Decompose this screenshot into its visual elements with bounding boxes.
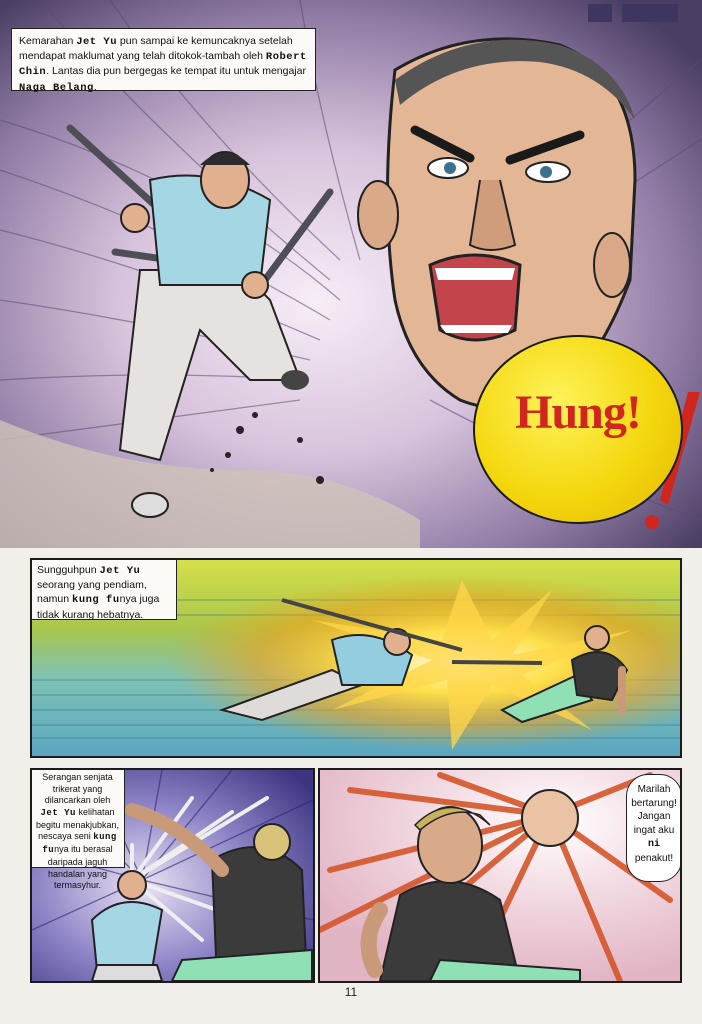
panel-3-caption: Serangan senjata trikerat yang dilancarkan oleh Jet Yu kelihatan begitu menakjubkan, nescaya seni kung funya itu berasal daripada jaguh handalan yang termasyhur.	[30, 768, 125, 868]
panel-2	[30, 558, 682, 758]
panel-2-caption: Sungguhpun Jet Yu seorang yang pendiam, namun kung funya juga tidak kurang hebatnya.	[30, 558, 177, 620]
panel-4-speech-bubble: Marilah bertarung! Jangan ingat aku ni penakut!	[626, 774, 682, 882]
panel-1-caption: Kemarahan Jet Yu pun sampai ke kemuncaknya setelah mendapat maklumat yang telah ditokok-tambah oleh Robert Chin. Lantas dia pun bergegas ke tempat itu untuk mengajar Naga Belang.	[11, 28, 316, 91]
panel-3	[30, 768, 315, 983]
panel-4	[318, 768, 682, 983]
sfx-hung-text: Hung!	[515, 386, 641, 439]
page-number: 11	[344, 985, 358, 999]
